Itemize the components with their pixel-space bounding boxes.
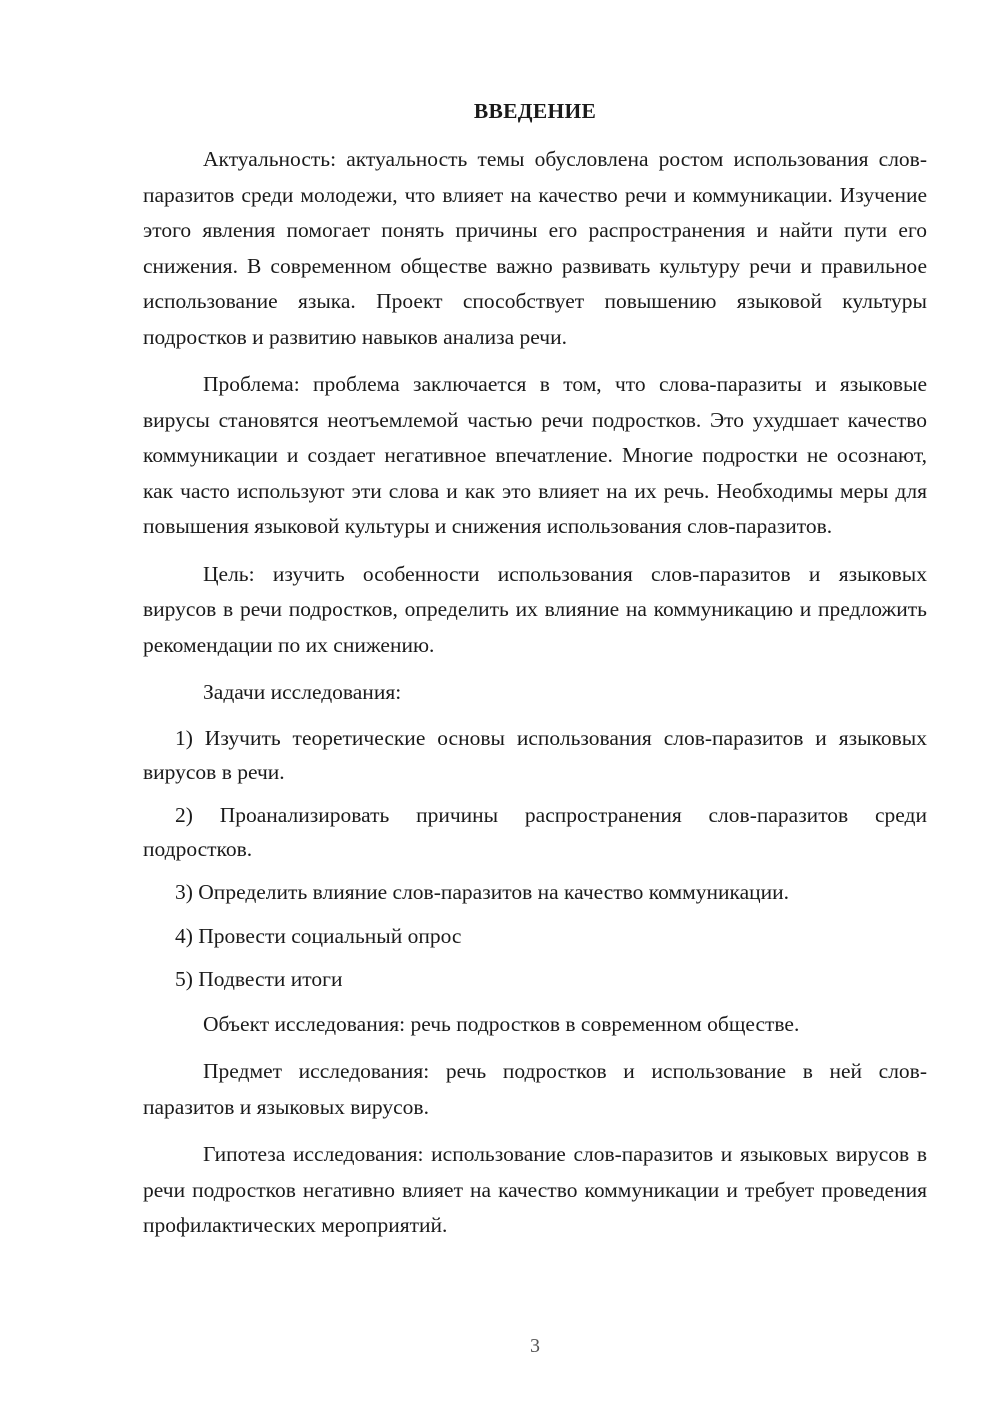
research-subject-paragraph: Предмет исследования: речь подростков и использование в ней слов-паразитов и языковых вирусов. [143, 1059, 927, 1119]
page-content [143, 96, 927, 1256]
task-item: 3) Определить влияние слов-паразитов на качество коммуникации. [175, 880, 790, 904]
tasks-heading: Задачи исследования: [203, 680, 402, 704]
goal-paragraph: Цель: изучить особенности использования слов-паразитов и языковых вирусов в речи подростков, определить их влияние на коммуникацию и предложить рекомендации по их снижению. [143, 561, 927, 657]
task-item: 1) Изучить теоретические основы использования слов-паразитов и языковых вирусов в речи. [143, 726, 927, 784]
research-hypothesis-paragraph: Гипотеза исследования: использование слов-паразитов и языковых вирусов в речи подростков негативно влияет на качество коммуникации и требует проведения профилактических мероприятий. [143, 1142, 927, 1237]
problem-paragraph: Проблема: проблема заключается в том, что слова-паразиты и языковые вирусы становятся неотъемлемой частью речи подростков. Это ухудшает качество коммуникации и создает негативное впечатление. Многие подростки не осознают, как часто используют эти слова и как это влияет на их речь. Необходимы меры для повышения языковой культуры и снижения использования слов-паразитов. [143, 372, 927, 538]
task-item: 5) Подвести итоги [175, 967, 343, 991]
relevance-paragraph: Актуальность: актуальность темы обусловлена ростом использования слов-паразитов среди молодежи, что влияет на качество речи и коммуникации. Изучение этого явления помогает понять причины его распространения и найти пути его снижения. В современном обществе важно развивать культуру речи и правильное использование языка. Проект способствует повышению языковой культуры подростков и развитию навыков анализа речи. [143, 147, 927, 349]
page-number: 3 [530, 1335, 540, 1357]
task-item: 2) Проанализировать причины распространения слов-паразитов среди подростков. [143, 803, 927, 861]
research-object-paragraph: Объект исследования: речь подростков в современном обществе. [203, 1011, 800, 1036]
section-title: ВВЕДЕНИЕ [473, 99, 597, 123]
task-item: 4) Провести социальный опрос [175, 923, 462, 948]
